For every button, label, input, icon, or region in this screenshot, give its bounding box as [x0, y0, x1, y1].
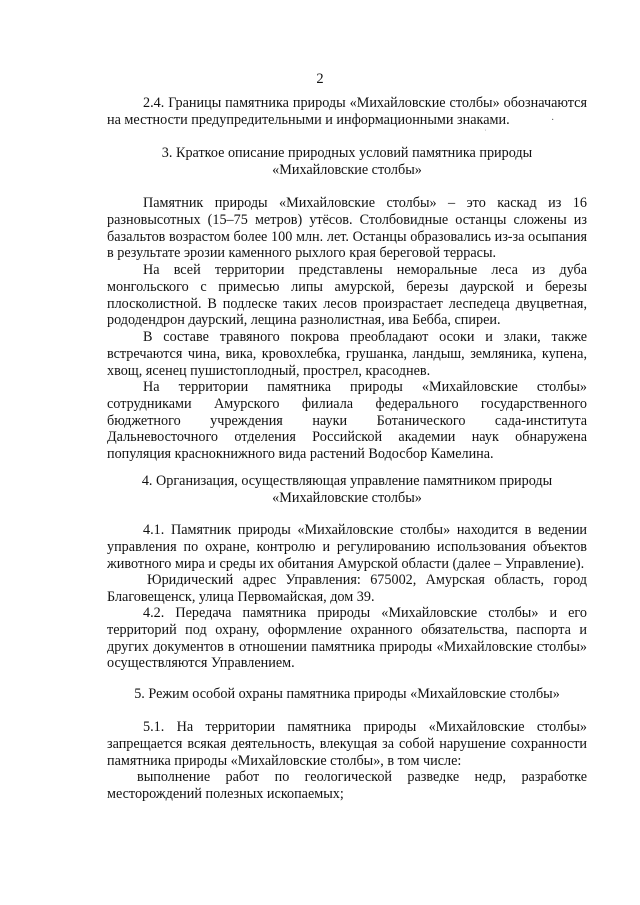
section-5-paragraph: выполнение работ по геологической разведке недр, разработке месторождений полезных ископаемых;: [107, 769, 587, 802]
section-4-paragraph: Юридический адрес Управления: 675002, Амурская область, город Благовещенск, улица Первомайская, дом 39.: [107, 572, 587, 605]
page-number: 2: [316, 71, 324, 87]
section-4-heading: [107, 473, 587, 507]
section-3-paragraph: В составе травяного покрова преобладают осоки и злаки, также встречаются чина, вика, кровохлебка, грушанка, ландыш, земляника, купена, хвощ, ясенец пушистоплодный, прострел, красоднев.: [107, 329, 587, 379]
section-4-paragraph: 4.2. Передача памятника природы «Михайловские столбы» и его территорий под охрану, оформление охранного обязательства, паспорта и других документов в отношении памятника природы «Михайловские столбы» осуществляются Управлением.: [107, 605, 587, 672]
section-3-paragraph: На территории памятника природы «Михайловские столбы» сотрудниками Амурского филиала федерального государственного бюджетного учреждения науки Ботанического сада-института Дальневосточного отделения Российской академии наук обнаружена популяция краснокнижного вида растений Водосбор Камелина.: [107, 379, 587, 463]
section-5-paragraph: 5.1. На территории памятника природы «Михайловские столбы» запрещается всякая деятельность, влекущая за собой нарушение сохранности памятника природы «Михайловские столбы», в том числе:: [107, 719, 587, 769]
section-4-heading-line2: «Михайловские столбы»: [272, 489, 422, 506]
paragraph-2-4: 2.4. Границы памятника природы «Михайловские столбы» обозначаются на местности предупредительными и информационными знаками.: [107, 95, 587, 128]
scan-artifact-mark: ˙: [484, 128, 487, 137]
section-5-heading: 5. Режим особой охраны памятника природы «Михайловские столбы»: [134, 686, 560, 702]
section-3-paragraph: Памятник природы «Михайловские столбы» – это каскад из 16 разновысотных (15–75 метров) утёсов. Столбовидные останцы сложены из базальтов возрастом более 100 млн. лет. Останцы образовались из-за осыпания в результате эрозии каменного рыхлого края береговой террасы.: [107, 195, 587, 262]
section-3-heading-line2: «Михайловские столбы»: [272, 161, 422, 178]
section-3-heading: [107, 145, 587, 179]
section-3-heading-line1: 3. Краткое описание природных условий памятника природы: [161, 145, 533, 161]
section-4-paragraph: 4.1. Памятник природы «Михайловские столбы» находится в ведении управления по охране, контролю и регулированию использования объектов животного мира и среды их обитания Амурской области (далее – Управление).: [107, 522, 587, 572]
section-3-paragraph: На всей территории представлены неморальные леса из дуба монгольского с примесью липы амурской, березы даурской и березы плосколистной. В подлеске таких лесов произрастает леспедеца двуцветная, рододендрон даурский, лещина разнолистная, ива Бебба, спиреи.: [107, 262, 587, 329]
section-4-heading-line1: 4. Организация, осуществляющая управление памятником природы: [141, 473, 553, 489]
scan-artifact-mark: ·: [551, 115, 555, 126]
